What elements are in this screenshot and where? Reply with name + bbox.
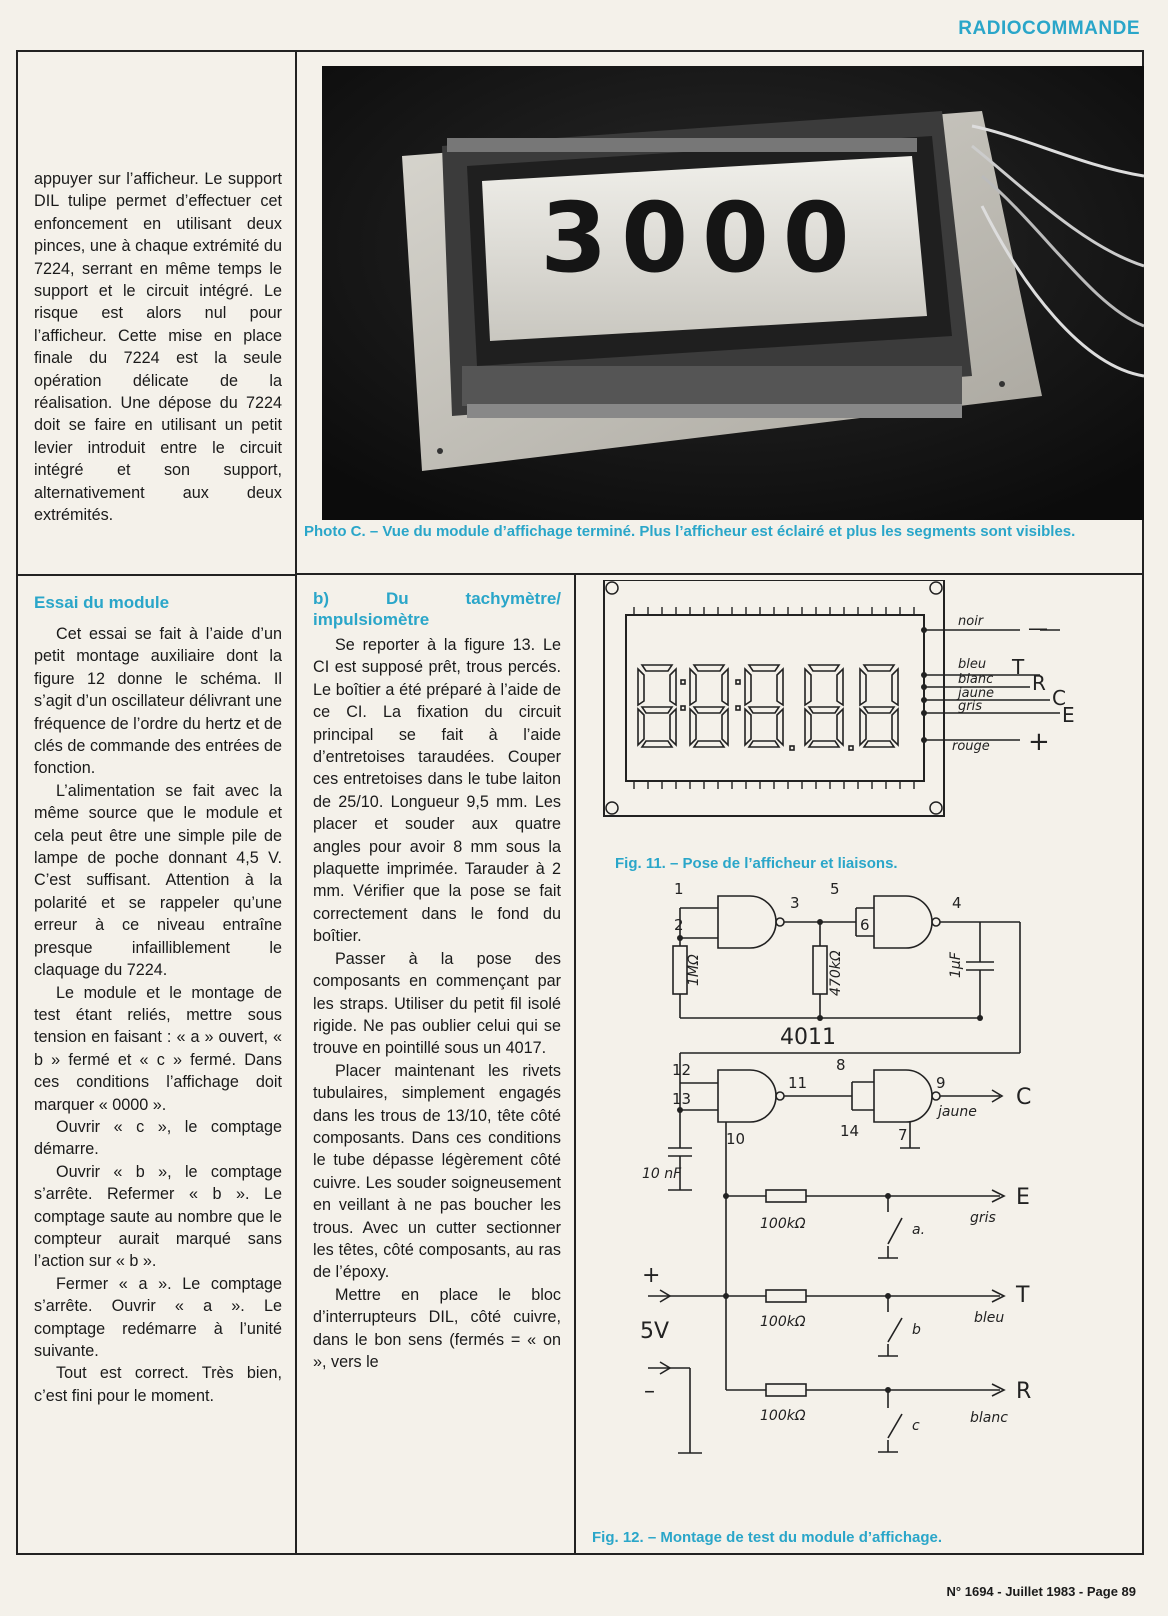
pin-label: 13 (672, 1090, 692, 1108)
pin-label: 6 (860, 916, 870, 934)
col1-rule (16, 574, 295, 576)
column-rule-2 (574, 574, 576, 1555)
paragraph: Passer à la pose des composants en commençant par les straps. Utiliser du petit fil isolé rigide. Ne pas oublier celui qui se trouve en pointillé sous un 4017. (313, 949, 561, 1058)
wire-label-bleu: bleu (958, 657, 987, 672)
wire-label-rouge: rouge (952, 739, 990, 754)
pin-label: 12 (672, 1061, 692, 1079)
paragraph: Se reporter à la figure 13. Le CI est supposé prêt, trous percés. Le boîtier a été préparé à l’aide de ce CI. La fixation du circuit principal se fait à l’aide d’entretoises taraudées. Couper ces entretoises dans le tube laiton de 25/10. Longueur 9,5 mm. Les placer et souder aux quatre angles pour avoir 8 mm sous la plaquette imprimée. Tarauder à 2 mm. Vérifier que la pose se fait correctement dans le fond du boîtier. (313, 636, 561, 946)
figure-11-diagram (590, 580, 1100, 850)
fig11-letter-e: E (1062, 703, 1075, 727)
pin-label: 4 (952, 894, 962, 912)
pin-label: 1 (674, 880, 684, 898)
paragraph: Ouvrir « b », le comptage s’arrête. Refermer « b ». Le comptage saute au nombre que le compteur aurait marqué sans l’action sur « b ». (34, 1162, 282, 1271)
paragraph: L’alimentation se fait avec la même source que le module et cela peut être une simple pile de lampe de poche donnant 4,5 V. C’est suffisant. Attention à la polarité et se rappeler qu’une erreur à ce niveau entraîne presque infailliblement le claquage du 7224. (34, 781, 282, 980)
resistor-r: 100kΩ (760, 1408, 806, 1424)
column-1-bottom (34, 592, 282, 1407)
pin-label: 9 (936, 1074, 946, 1092)
photo-pins-bottom (462, 366, 962, 418)
photo-display-value: 3000 (540, 182, 864, 294)
capacitor-10nf: 10 nF (642, 1166, 682, 1182)
pin-label: 2 (674, 916, 684, 934)
supply-minus: – (644, 1379, 655, 1404)
section-rule (295, 573, 1144, 575)
pin-label: 11 (788, 1074, 808, 1092)
resistor-e: 100kΩ (760, 1216, 806, 1232)
fig11-letter-r: R (1032, 671, 1046, 695)
wire-label-gris: gris (958, 699, 982, 714)
out-c: C (1016, 1085, 1032, 1110)
column-2 (313, 588, 561, 1373)
photo-display-module (322, 66, 1144, 520)
resistor-470k: 470kΩ (828, 950, 844, 996)
photo-caption: Photo C. – Vue du module d’affichage terminé. Plus l’afficheur est éclairé et plus les segments sont visibles. (304, 523, 1076, 540)
switch-b: b (912, 1322, 921, 1338)
paragraph: Mettre en place le bloc d’interrupteurs DIL, côté cuivre, dans le bon sens (fermés = « on », vers le (313, 1285, 561, 1371)
paragraph: Fermer « a ». Le comptage s’arrête. Ouvrir « a ». Le comptage redémarre à l’unité suivante. (34, 1274, 282, 1360)
figure-11-caption: Fig. 11. – Pose de l’afficheur et liaisons. (615, 855, 898, 872)
out-e-label: gris (970, 1210, 996, 1226)
pin-label: 8 (836, 1056, 846, 1074)
resistor-1m: 1MΩ (686, 954, 702, 986)
fig11-plus: + (1028, 727, 1050, 757)
figure-12-caption: Fig. 12. – Montage de test du module d’affichage. (592, 1529, 943, 1546)
chip-label: 4011 (780, 1025, 836, 1050)
pin-label: 10 (726, 1130, 746, 1148)
out-r: R (1016, 1379, 1032, 1404)
column-1-top (34, 168, 282, 527)
figure-12-schematic (620, 878, 1100, 1528)
section-heading-essai: Essai du module (34, 593, 170, 612)
supply-voltage: 5V (640, 1319, 670, 1344)
wire-label-blanc: blanc (958, 672, 994, 687)
out-r-label: blanc (970, 1410, 1008, 1426)
fig11-letter-t: T (1012, 655, 1025, 679)
switch-c: c (912, 1418, 920, 1434)
resistor-t: 100kΩ (760, 1314, 806, 1330)
section-header: RADIOCOMMANDE (958, 18, 1140, 39)
switch-a: a. (912, 1222, 926, 1238)
paragraph: Cet essai se fait à l’aide d’un petit montage auxiliaire dont la figure 12 donne le schéma. Il s’agit d’un oscillateur délivrant une fréquence de l’ordre du hertz et de clés de commande des entrées de fonction. (34, 625, 282, 778)
column-rule-1 (295, 574, 297, 1555)
photo-left-rule (295, 50, 297, 574)
wire-label-jaune: jaune (958, 686, 995, 701)
paragraph: Ouvrir « c », le comptage démarre. (34, 1117, 282, 1159)
out-e: E (1016, 1185, 1030, 1210)
pin-label: 5 (830, 880, 840, 898)
pin-label: 3 (790, 894, 800, 912)
out-t-label: bleu (974, 1310, 1005, 1326)
fig11-minus: — (1028, 616, 1048, 640)
pin-label: 7 (898, 1126, 908, 1144)
paragraph: appuyer sur l’afficheur. Le support DIL tulipe permet d’effectuer cet enfoncement en utilisant deux pinces, une à chaque extrémité du 7224, serrant en même temps le support et le circuit intégré. Le risque est alors nul pour l’afficheur. Cette mise en place finale du 7224 est la seule opération délicate de la réalisation. Une dépose du 7224 doit se faire en utilisant un petit levier introduit entre le circuit intégré et son support, alternativement aux deux extrémités. (34, 170, 282, 525)
seven-segment-digits (638, 665, 898, 750)
photo-pins-top (447, 138, 917, 152)
capacitor-1uf: 1μF (948, 952, 964, 978)
out-c-label: jaune (938, 1104, 977, 1120)
section-heading-tachymetre: b) Du tachymètre/ impulsiomètre (313, 589, 561, 629)
pin-label: 14 (840, 1122, 860, 1140)
out-t: T (1016, 1283, 1030, 1308)
paragraph: Tout est correct. Très bien, c’est fini pour le moment. (34, 1364, 282, 1405)
wire-label-noir: noir (958, 614, 984, 629)
paragraph: Placer maintenant les rivets tubulaires, simplement engagés dans les trous de 13/10, tête côté composants. Dans ces conditions le tube dépasse légèrement côté cuivre. Les souder soigneusement en veillant à ne pas boucher les trous. Avec un cutter sectionner les têtes, côté composants, au ras de l’époxy. (313, 1061, 561, 1282)
paragraph: Le module et le montage de test étant reliés, mettre sous tension en faisant : « a » ouvert, « b » fermé et « c » fermé. Dans ces conditions l’affichage doit marquer « 0000 ». (34, 983, 282, 1114)
supply-plus: + (642, 1263, 661, 1288)
fig11-letter-c: C (1052, 686, 1066, 710)
page-footer: N° 1694 - Juillet 1983 - Page 89 (946, 1584, 1136, 1599)
